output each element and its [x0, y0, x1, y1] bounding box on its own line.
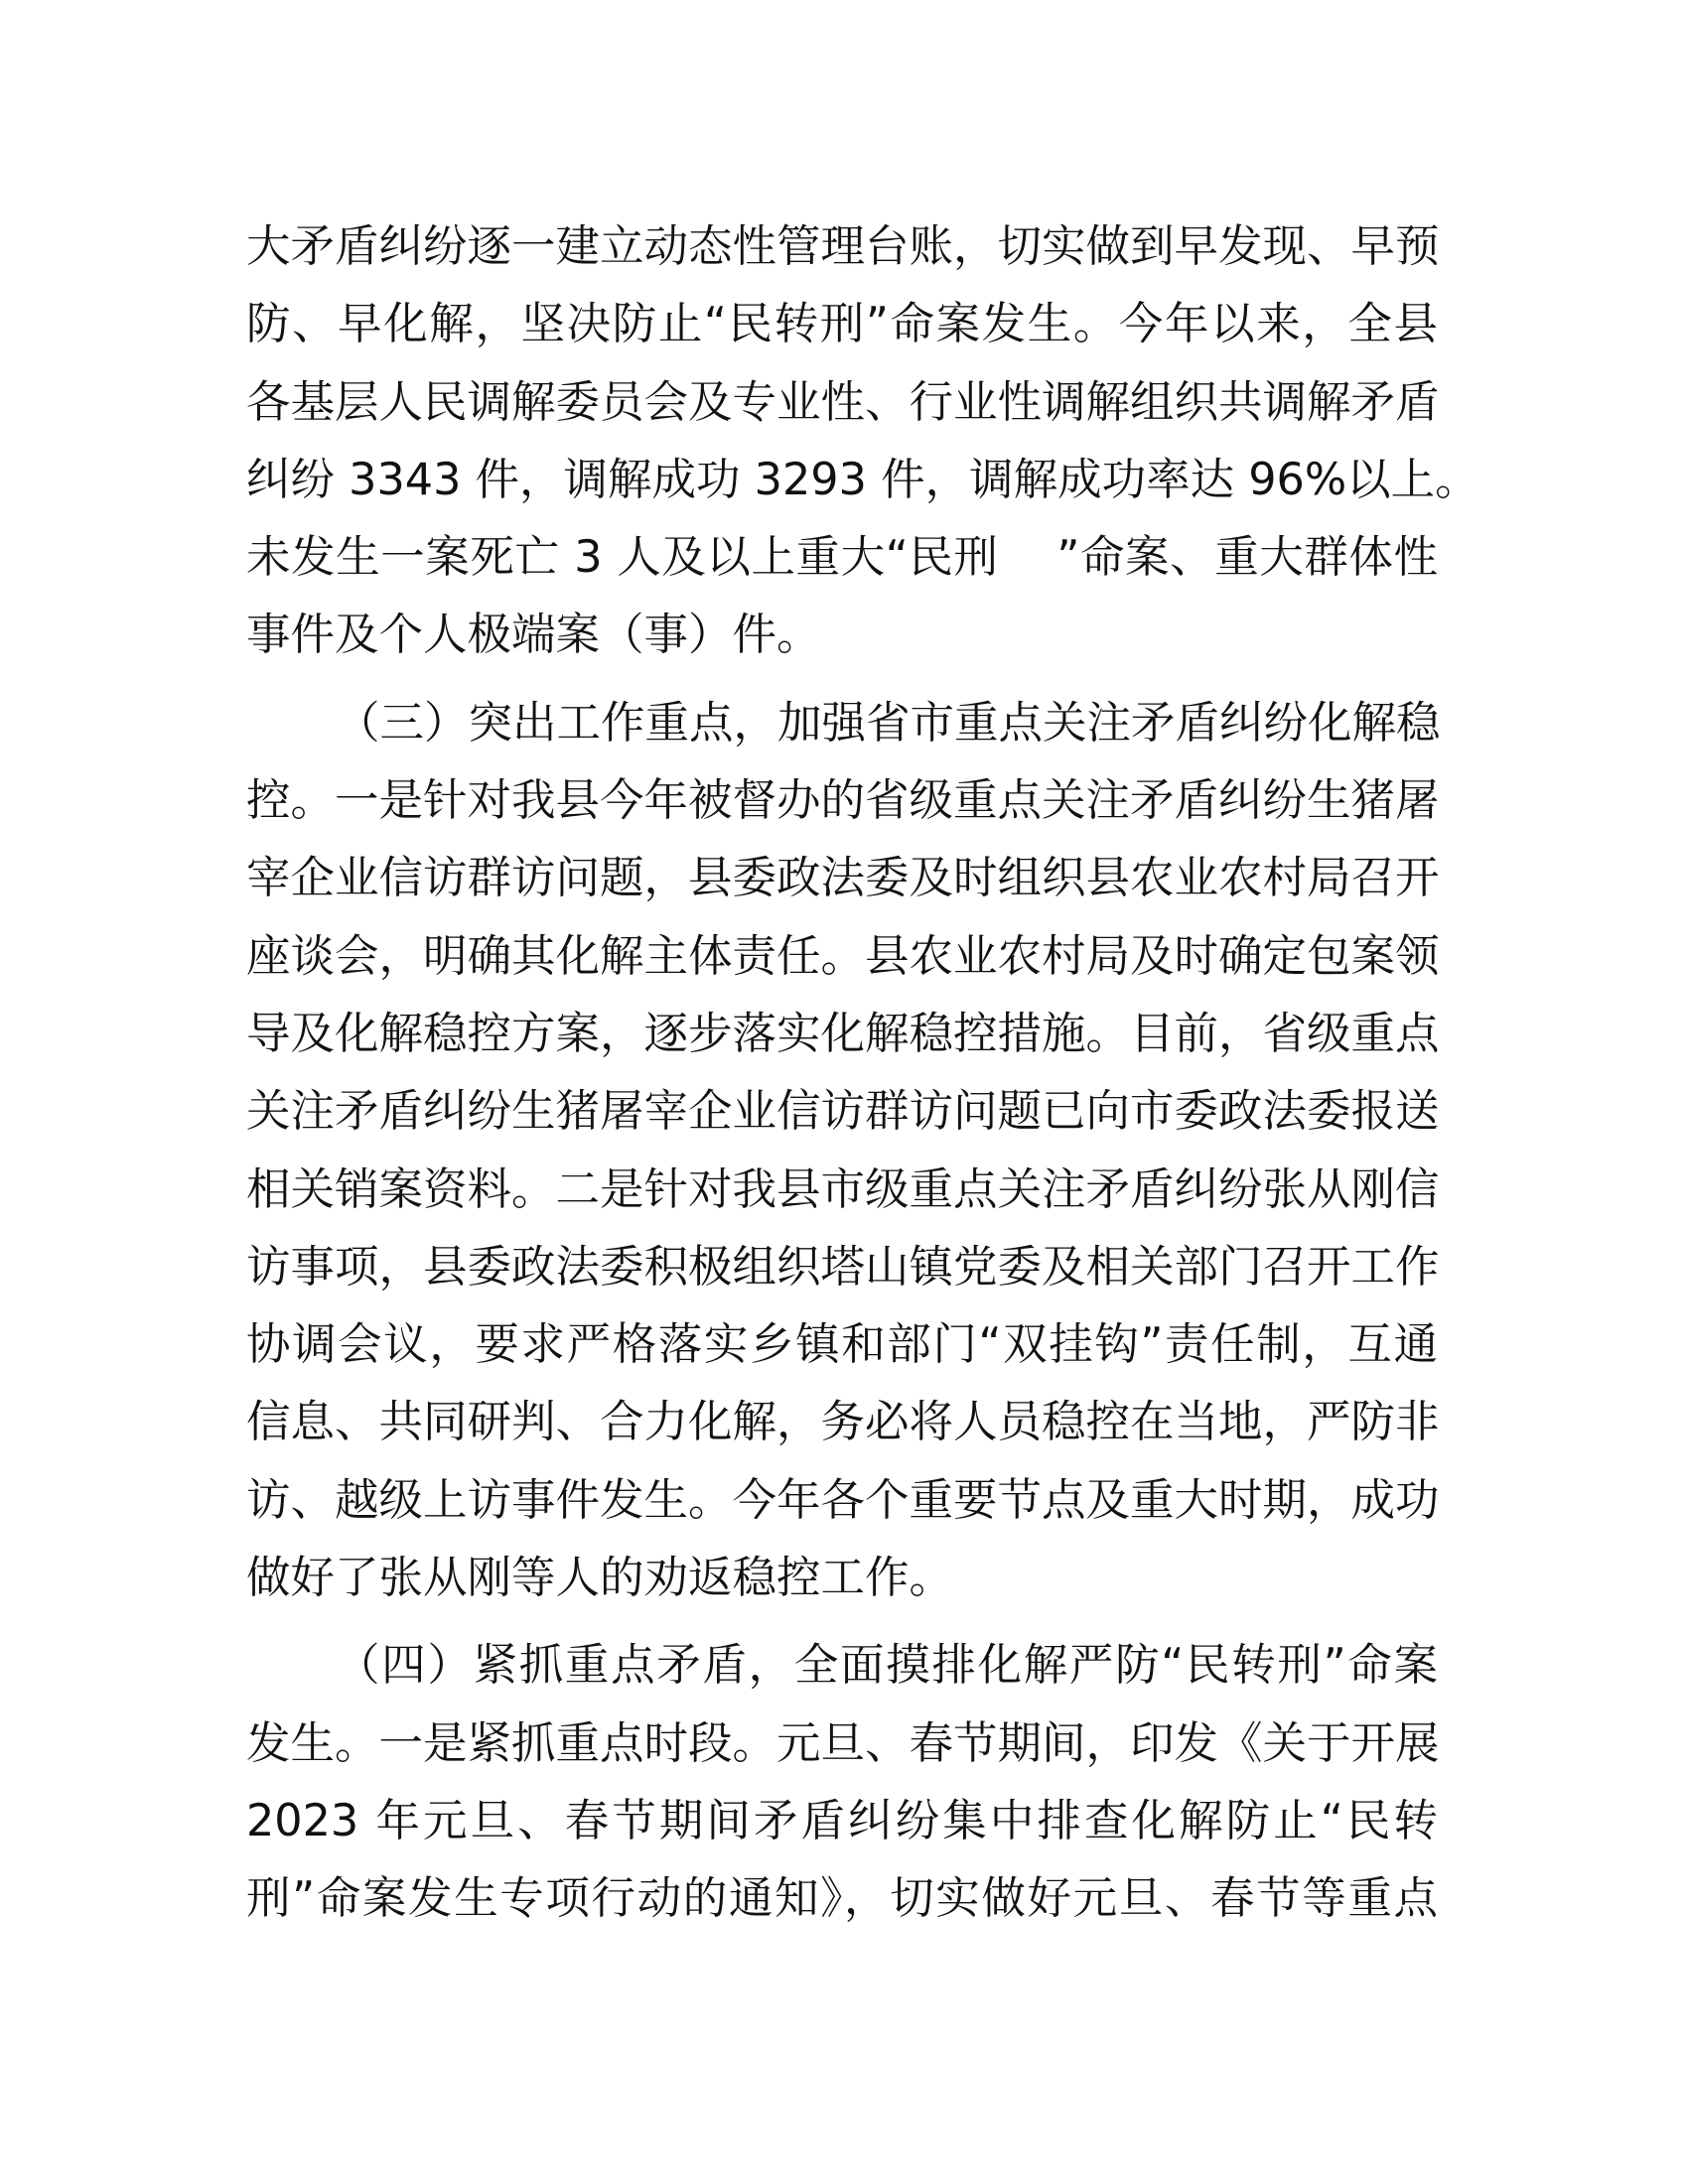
text-line: 相关销案资料。二是针对我县市级重点关注矛盾纠纷张从刚信: [246, 1163, 1440, 1215]
text-line: 宰企业信访群访问题，县委政法委及时组织县农业农村局召开: [246, 853, 1440, 904]
text-line: 事件及个人极端案（事）件。: [246, 610, 821, 661]
text-line: 做好了张从刚等人的劝返稳控工作。: [246, 1553, 954, 1604]
text-line: 导及化解稳控方案，逐步落实化解稳控措施。目前，省级重点: [246, 1008, 1440, 1059]
section-heading-line: （四）紧抓重点矛盾，全面摸排化解严防“民转刑”命案: [336, 1640, 1438, 1692]
text-line: 纠纷 3343 件，调解成功 3293 件，调解成功率达 96%以上。: [246, 454, 1479, 505]
text-line: 控。一是针对我县今年被督办的省级重点关注矛盾纠纷生猪屠: [246, 775, 1440, 827]
text-line: 大矛盾纠纷逐一建立动态性管理台账，切实做到早发现、早预: [246, 221, 1440, 272]
text-line: 2023 年元旦、春节期间矛盾纠纷集中排查化解防止“民转: [246, 1795, 1438, 1846]
document-body: [246, 208, 1479, 1939]
paragraph-section-three: [246, 685, 1441, 1618]
paragraph-mediation-summary: [246, 208, 1479, 675]
text-line: 发生。一是紧抓重点时段。元旦、春节期间，印发《关于开展: [246, 1717, 1440, 1769]
text-line: 防、早化解，坚决防止“民转刑”命案发生。今年以来，全县: [246, 299, 1438, 350]
paragraph-section-four: [246, 1627, 1438, 1938]
text-line: 各基层人民调解委员会及专业性、行业性调解组织共调解矛盾: [246, 376, 1440, 428]
text-line: 关注矛盾纠纷生猪屠宰企业信访群访问题已向市委政法委报送: [246, 1086, 1440, 1138]
text-line: 访、越级上访事件发生。今年各个重要节点及重大时期，成功: [246, 1474, 1440, 1526]
text-line: 未发生一案死亡 3 人及以上重大“民刑 ”命案、重大群体性: [246, 532, 1438, 584]
section-heading-line: （三）突出工作重点，加强省市重点关注矛盾纠纷化解稳: [336, 697, 1441, 749]
text-line: 协调会议，要求严格落实乡镇和部门“双挂钩”责任制，互通: [246, 1319, 1438, 1371]
text-line: 信息、共同研判、合力化解，务必将人员稳控在当地，严防非: [246, 1397, 1440, 1448]
text-line: 座谈会，明确其化解主体责任。县农业农村局及时确定包案领: [246, 930, 1440, 982]
text-line: 访事项，县委政法委积极组织塔山镇党委及相关部门召开工作: [246, 1241, 1440, 1293]
text-line: 刑”命案发生专项行动的通知》，切实做好元旦、春节等重点: [246, 1873, 1438, 1925]
